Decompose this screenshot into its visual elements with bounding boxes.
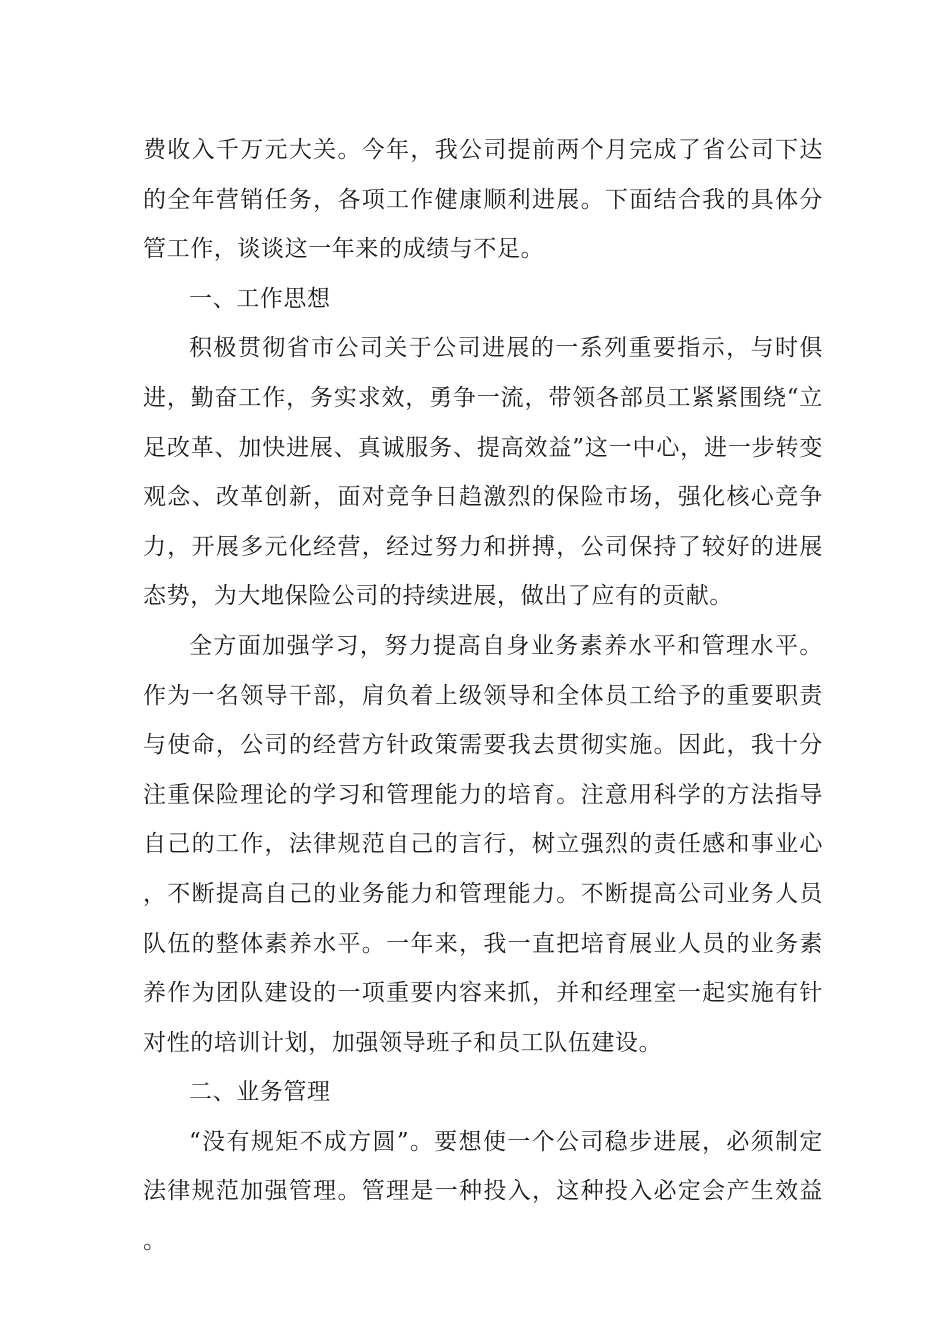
section-heading-work-thinking: 一、工作思想 [189,285,331,312]
paragraph-business-management: “没有规矩不成方圆”。要想使一个公司稳步进展，必须制定法律规范加强管理。管理是一种投入，这种投入必定会产生效益。 [143,1128,823,1255]
paragraph-intro-continuation: 费收入千万元大关。今年，我公司提前两个月完成了省公司下达的全年营销任务，各项工作健康顺利进展。下面结合我的具体分管工作，谈谈这一年来的成绩与不足。 [143,137,823,263]
document-body [143,126,823,1267]
section-heading-business-management: 二、业务管理 [189,1079,331,1106]
paragraph-work-thinking: 积极贯彻省市公司关于公司进展的一系列重要指示，与时俱进，勤奋工作，务实求效，勇争一流，带领各部员工紧紧围绕“立足改革、加快进展、真诚服务、提高效益”这一中心，进一步转变观念、改革创新，面对竞争日趋激烈的保险市场，强化核心竞争力，开展多元化经营，经过努力和拼搏，公司保持了较好的进展态势，为大地保险公司的持续进展，做出了应有的贡献。 [143,335,823,610]
paragraph-study: 全方面加强学习，努力提高自身业务素养水平和管理水平。作为一名领导干部，肩负着上级领导和全体员工给予的重要职责与使命，公司的经营方针政策需要我去贯彻实施。因此，我十分注重保险理论的学习和管理能力的培育。注意用科学的方法指导自己的工作，法律规范自己的言行，树立强烈的责任感和事业心，不断提高自己的业务能力和管理能力。不断提高公司业务人员队伍的整体素养水平。一年来，我一直把培育展业人员的业务素养作为团队建设的一项重要内容来抓，并和经理室一起实施有针对性的培训计划，加强领导班子和员工队伍建设。 [143,632,823,1056]
